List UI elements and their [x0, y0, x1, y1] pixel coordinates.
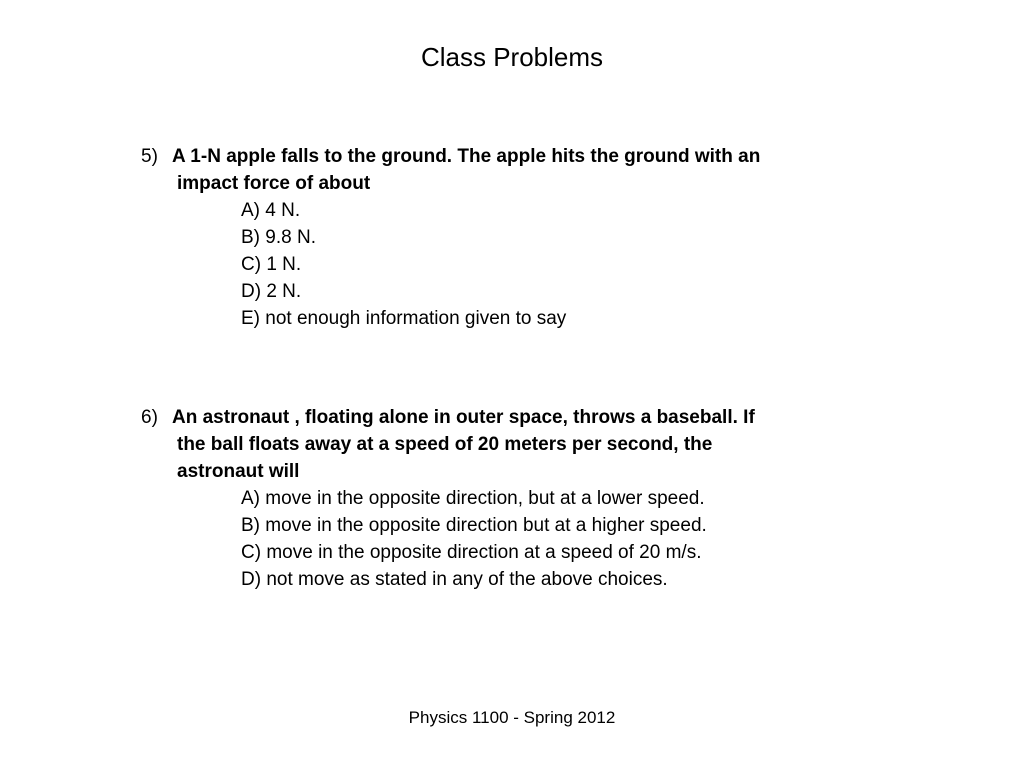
- question-stem-line: [141, 143, 901, 170]
- question-stem-line: [141, 404, 901, 431]
- question-number: 5): [141, 146, 158, 167]
- answer-choice-d: D) not move as stated in any of the above choices.: [241, 569, 668, 590]
- question-stem-line: the ball floats away at a speed of 20 meters per second, the: [177, 434, 713, 455]
- question-stem-line: impact force of about: [177, 173, 371, 194]
- answer-choice-b: B) 9.8 N.: [241, 227, 316, 248]
- slide-title: Class Problems: [420, 42, 604, 72]
- answer-choice-a: A) 4 N.: [241, 200, 301, 221]
- question-stem-line: astronaut will: [177, 461, 300, 482]
- question-number: 6): [141, 407, 158, 428]
- question-5: [141, 143, 901, 332]
- answer-choice-a: A) move in the opposite direction, but at a lower speed.: [241, 488, 705, 509]
- question-stem-text: A 1-N apple falls to the ground. The apple hits the ground with an: [172, 146, 761, 167]
- answer-choice-b: B) move in the opposite direction but at a higher speed.: [241, 515, 707, 536]
- answer-choice-c: C) 1 N.: [241, 254, 302, 275]
- slide-footer: Physics 1100 - Spring 2012: [408, 708, 616, 727]
- question-6: [141, 404, 901, 593]
- answer-choice-d: D) 2 N.: [241, 281, 302, 302]
- question-stem-text: An astronaut , floating alone in outer space, throws a baseball. If: [172, 407, 755, 428]
- answer-choice-c: C) move in the opposite direction at a speed of 20 m/s.: [241, 542, 702, 563]
- answer-choice-e: E) not enough information given to say: [241, 308, 567, 329]
